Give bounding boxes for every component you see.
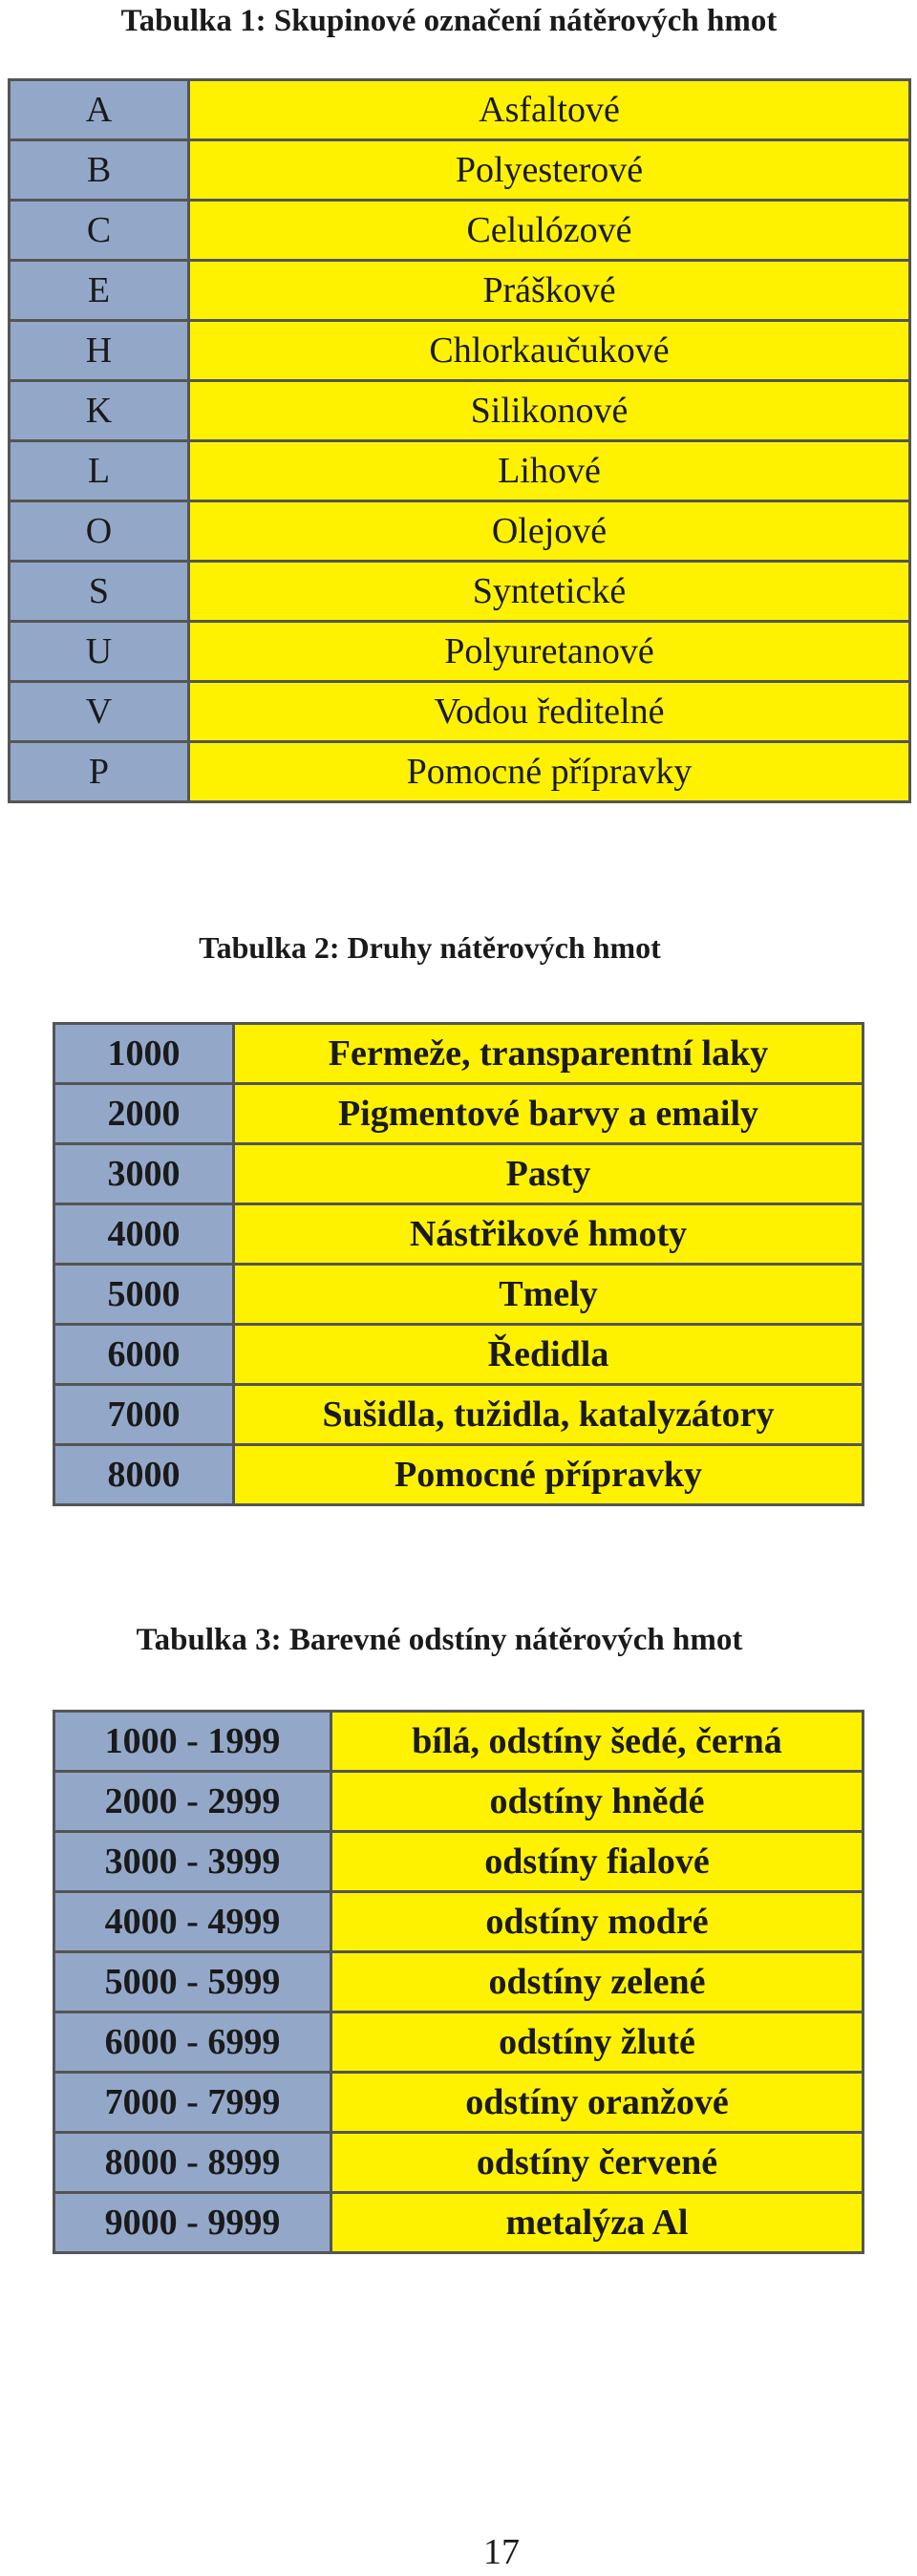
code-cell: 3000: [54, 1144, 234, 1204]
page-number: 17: [483, 2532, 520, 2572]
table-row: [54, 1892, 864, 1952]
table-row: [54, 2073, 864, 2133]
name-cell: Olejové: [189, 501, 910, 562]
table-row: [54, 2133, 864, 2193]
code-cell: O: [10, 501, 189, 562]
name-cell: Syntetické: [189, 562, 910, 622]
table-row: [54, 1385, 864, 1445]
code-cell: 8000: [54, 1445, 234, 1505]
table-row: [54, 1832, 864, 1892]
table-row: [10, 441, 910, 501]
table-row: [10, 201, 910, 261]
name-cell: Celulózové: [189, 201, 910, 261]
table-row: [10, 261, 910, 321]
table-row: [54, 1445, 864, 1505]
code-cell: 2000 - 2999: [54, 1772, 331, 1832]
name-cell: odstíny fialové: [331, 1832, 864, 1892]
table-row: [54, 1265, 864, 1325]
name-cell: odstíny hnědé: [331, 1772, 864, 1832]
table-row: [54, 1084, 864, 1144]
name-cell: Pasty: [234, 1144, 864, 1204]
table-row: [10, 501, 910, 562]
code-cell: P: [10, 742, 189, 802]
table-row: [10, 140, 910, 201]
code-cell: K: [10, 381, 189, 441]
table1-caption: Tabulka 1: Skupinové označení nátěrových hmot: [120, 4, 778, 38]
table-row: [10, 682, 910, 742]
code-cell: C: [10, 201, 189, 261]
code-cell: E: [10, 261, 189, 321]
table-row: [10, 562, 910, 622]
code-cell: A: [10, 80, 189, 140]
name-cell: odstíny oranžové: [331, 2073, 864, 2133]
table-row: [54, 1952, 864, 2012]
code-cell: V: [10, 682, 189, 742]
table-row: [10, 321, 910, 381]
code-cell: 8000 - 8999: [54, 2133, 331, 2193]
name-cell: Nástřikové hmoty: [234, 1204, 864, 1265]
code-cell: 1000 - 1999: [54, 1712, 331, 1772]
table-row: [54, 1204, 864, 1265]
name-cell: Pigmentové barvy a emaily: [234, 1084, 864, 1144]
code-cell: 2000: [54, 1084, 234, 1144]
code-cell: 6000 - 6999: [54, 2012, 331, 2073]
code-cell: 6000: [54, 1325, 234, 1385]
code-cell: 9000 - 9999: [54, 2193, 331, 2253]
code-cell: 7000: [54, 1385, 234, 1445]
table-row: [54, 2012, 864, 2073]
name-cell: Asfaltové: [189, 80, 910, 140]
name-cell: Tmely: [234, 1265, 864, 1325]
name-cell: Polyesterové: [189, 140, 910, 201]
code-cell: U: [10, 622, 189, 682]
name-cell: odstíny žluté: [331, 2012, 864, 2073]
table-row: [10, 80, 910, 140]
name-cell: Silikonové: [189, 381, 910, 441]
table-row: [10, 622, 910, 682]
code-cell: 1000: [54, 1024, 234, 1084]
name-cell: bílá, odstíny šedé, černá: [331, 1712, 864, 1772]
name-cell: Lihové: [189, 441, 910, 501]
table-row: [54, 1772, 864, 1832]
code-cell: H: [10, 321, 189, 381]
code-cell: B: [10, 140, 189, 201]
table1: [8, 78, 911, 803]
code-cell: 3000 - 3999: [54, 1832, 331, 1892]
name-cell: odstíny zelené: [331, 1952, 864, 2012]
name-cell: odstíny modré: [331, 1892, 864, 1952]
name-cell: Fermeže, transparentní laky: [234, 1024, 864, 1084]
table-row: [54, 1144, 864, 1204]
code-cell: S: [10, 562, 189, 622]
table-row: [10, 742, 910, 802]
name-cell: odstíny červené: [331, 2133, 864, 2193]
code-cell: 5000: [54, 1265, 234, 1325]
name-cell: Vodou ředitelné: [189, 682, 910, 742]
table-row: [10, 381, 910, 441]
name-cell: Chlorkaučukové: [189, 321, 910, 381]
code-cell: 7000 - 7999: [54, 2073, 331, 2133]
name-cell: Pomocné přípravky: [234, 1445, 864, 1505]
table-row: [54, 1325, 864, 1385]
name-cell: Polyuretanové: [189, 622, 910, 682]
table3: [53, 1710, 864, 2254]
name-cell: metalýza Al: [331, 2193, 864, 2253]
code-cell: L: [10, 441, 189, 501]
table2: [53, 1022, 864, 1506]
name-cell: Pomocné přípravky: [189, 742, 910, 802]
code-cell: 4000 - 4999: [54, 1892, 331, 1952]
name-cell: Práškové: [189, 261, 910, 321]
code-cell: 4000: [54, 1204, 234, 1265]
table3-caption: Tabulka 3: Barevné odstíny nátěrových hmot: [136, 1623, 743, 1657]
table-row: [54, 1024, 864, 1084]
name-cell: Ředidla: [234, 1325, 864, 1385]
table-row: [54, 1712, 864, 1772]
table2-caption: Tabulka 2: Druhy nátěrových hmot: [199, 930, 661, 965]
table-row: [54, 2193, 864, 2253]
code-cell: 5000 - 5999: [54, 1952, 331, 2012]
name-cell: Sušidla, tužidla, katalyzátory: [234, 1385, 864, 1445]
